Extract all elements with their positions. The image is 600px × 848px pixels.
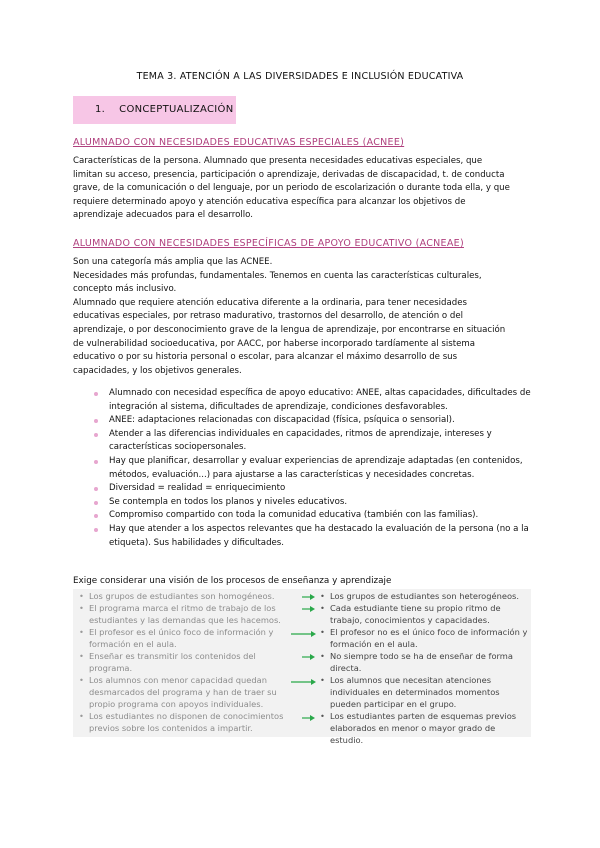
section-label: CONCEPTUALIZACIÓN [119,104,234,115]
inclusive-item: • El profesor no es el único foco de información y formación en el aula. [320,627,528,651]
acneae-heading: ALUMNADO CON NECESIDADES ESPECÍFICAS DE APOYO EDUCATIVO (ACNEAE) [73,238,464,249]
arrow-icon [302,592,316,602]
acneae-line: de vulnerabilidad socioeducativa, por AACC, por haberse incorporado tardíamente al sistema [73,338,476,349]
acneae-paragraph [73,256,531,378]
comparison-intro: Exige considerar una visión de los procesos de enseñanza y aprendizaje [73,576,392,586]
inclusive-item: • Cada estudiante tiene su propio ritmo de trabajo, conocimientos y capacidades. [320,603,528,627]
comparison-image [73,589,531,745]
section-heading-box [73,96,236,124]
list-item: Diversidad = realidad = enriquecimiento [92,482,532,496]
inclusive-item: • Los estudiantes parten de esquemas previos elaborados en menor o mayor grado de estudio. [320,711,528,735]
acneae-line: concepto más inclusivo. [73,284,177,295]
acnee-line: limitan su acceso, presencia, participación o aprendizaje, derivadas de discapacidad, t. de conducta [73,169,505,180]
acneae-line: Son una categoría más amplia que las ACNEE. [73,257,273,267]
inclusive-item: • Los grupos de estudiantes son heterogéneos. [320,591,528,603]
list-item: Compromiso compartido con toda la comunidad educativa (también con las familias). [92,509,532,523]
arrow-icon [302,604,316,614]
list-item: Hay que planificar, desarrollar y evaluar experiencias de aprendizaje adaptadas (en contenidos, métodos, evaluación...) para ajustarse a las características y necesidades concretas. [92,455,532,482]
traditional-column [79,591,291,735]
acnee-line: Características de la persona. Alumnado que presenta necesidades educativas especiales, que [73,156,483,166]
list-item: Atender a las diferencias individuales en capacidades, ritmos de aprendizaje, intereses y características sociopersonales. [92,428,532,455]
acneae-line: Necesidades más profundas, fundamentales. Tenemos en cuenta las características culturales, [73,270,482,281]
arrow-icon [291,677,317,687]
document-title: TEMA 3. ATENCIÓN A LAS DIVERSIDADES E INCLUSIÓN EDUCATIVA [136,71,464,82]
inclusive-column [320,591,528,745]
inclusive-item: • No siempre todo se ha de enseñar de forma directa. [320,651,528,675]
acnee-line: grave, de la comunicación o del lenguaje, por un periodo de escolarización o durante toda ella, y que [73,183,510,194]
arrow-icon [291,629,317,639]
acneae-line: Alumnado que requiere atención educativa diferente a la ordinaria, para tener necesidades [73,297,467,308]
list-item: Alumnado con necesidad específica de apoyo educativo: ANEE, altas capacidades, dificultades de integración al sistema, dificultades de aprendizaje, condiciones desfavorables. [92,387,532,414]
acnee-line: aprendizaje adecuados para el desarrollo. [73,210,253,221]
acneae-line: educativo o por su historia personal o escolar, para alcanzar el máximo desarrollo de sus [73,352,458,363]
inclusive-item: • Los alumnos que necesitan atenciones individuales en determinados momentos pueden participar en el grupo. [320,675,528,711]
acnee-paragraph [73,155,531,223]
acnee-line: requiere determinado apoyo y atención educativa específica para alcanzar los objetivos de [73,196,466,207]
acneae-line: capacidades, y los objetivos generales. [73,365,242,376]
traditional-item: • Los alumnos con menor capacidad quedan desmarcados del programa y han de traer su propio programa con apoyos individuales. [79,675,291,711]
arrow-icon [302,652,316,662]
list-item: Se contempla en todos los planos y niveles educativos. [92,496,532,510]
traditional-item: • Enseñar es transmitir los contenidos del programa. [79,651,291,675]
acnee-heading: ALUMNADO CON NECESIDADES EDUCATIVAS ESPECIALES (ACNEE) [73,137,405,148]
list-item: Hay que atender a los aspectos relevantes que ha destacado la evaluación de la persona (no a la etiqueta). Sus habilidades y dificultades. [92,523,532,550]
arrow-icon [302,713,316,723]
traditional-item: • El profesor es el único foco de información y formación en el aula. [79,627,291,651]
acneae-line: aprendizaje, o por desconocimiento grave de la lengua de aprendizaje, por encontrarse en situación [73,324,506,335]
section-number: 1. [95,104,106,115]
traditional-item: • Los grupos de estudiantes son homogéneos. [79,591,291,603]
list-item: ANEE: adaptaciones relacionadas con discapacidad (física, psíquica o sensorial). [92,414,532,428]
bullet-list [92,387,532,550]
traditional-item: • El programa marca el ritmo de trabajo de los estudiantes y las demandas que les hacemos. [79,603,291,627]
acneae-line: educativas especiales, por retraso madurativo, trastornos del desarrollo, de atención o del [73,311,464,322]
traditional-item: • Los estudiantes no disponen de conocimientos previos sobre los contenidos a impartir. [79,711,291,735]
